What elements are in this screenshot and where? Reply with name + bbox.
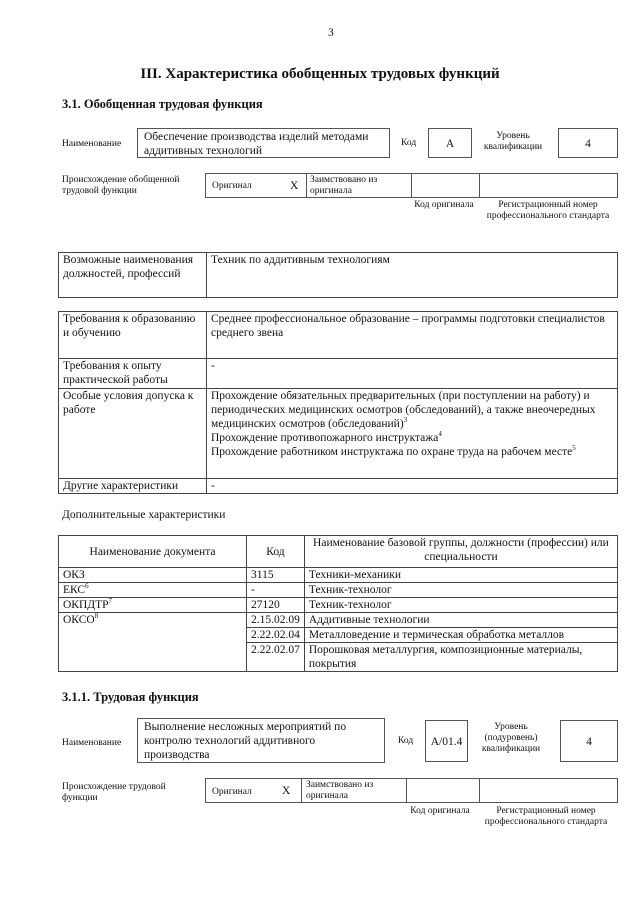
original-mark: X	[290, 180, 299, 192]
gtf-heading: 3.1. Обобщенная трудовая функция	[62, 97, 263, 111]
gtf-code-value: А	[428, 128, 472, 158]
page-number: 3	[328, 27, 334, 39]
table-row	[59, 583, 618, 598]
table-row	[59, 598, 618, 613]
req-value	[207, 389, 618, 479]
doc-name: ОКПДТР	[63, 599, 109, 611]
tf-name-label: Наименование	[62, 738, 122, 748]
header-cell: Наименование базовой группы, должности (профессии) или специальности	[304, 536, 617, 568]
additional-table	[58, 535, 618, 672]
gtf-origin-table	[205, 173, 618, 198]
code: 27120	[247, 598, 305, 613]
gtf-origin-code-caption: Код оригинала	[414, 200, 474, 210]
tf-origin-table	[205, 778, 618, 803]
gtf-origin-label: Происхождение обобщенной трудовой функции	[62, 175, 180, 196]
doc-name: ОКЗ	[63, 569, 85, 581]
req-label: Требования к опыту практической работы	[59, 359, 207, 389]
condition-line: Прохождение работником инструктажа по охране труда на рабочем месте	[211, 446, 573, 458]
footnote-ref: 3	[403, 416, 408, 425]
original-label: Оригинал	[212, 787, 252, 797]
gtf-reg-number-caption: Регистрационный номер профессионального стандарта	[486, 200, 610, 221]
gtf-name-label: Наименование	[62, 139, 122, 149]
code: -	[247, 583, 305, 598]
footnote-ref: 7	[108, 597, 113, 606]
code: 3115	[247, 568, 305, 583]
footnote-ref: 5	[572, 444, 576, 453]
doc-name: ОКСО	[63, 614, 95, 626]
req-label: Особые условия допуска к работе	[59, 389, 207, 479]
condition-line: Прохождение противопожарного инструктажа	[211, 432, 439, 444]
footnote-ref: 4	[438, 430, 442, 439]
condition-line: Прохождение обязательных предварительных (при поступлении на работу) и периодических медицинских осмотров (обследований), а также внеочередных медицинских осмотров (обследований)	[211, 390, 596, 430]
req-label: Другие характеристики	[59, 479, 207, 494]
code: 2.22.02.04	[247, 628, 305, 643]
title: Техник-технолог	[304, 583, 617, 598]
req-value: -	[207, 359, 618, 389]
table-row	[59, 613, 618, 628]
table-row	[59, 568, 618, 583]
positions-table	[58, 252, 618, 298]
tf-origin-code-caption: Код оригинала	[410, 806, 470, 816]
title: Техник-технолог	[304, 598, 617, 613]
borrowed-label: Заимствовано из оригинала	[310, 175, 378, 196]
positions-label: Возможные наименования должностей, профессий	[59, 253, 207, 298]
req-value: -	[207, 479, 618, 494]
tf-code-value: A/01.4	[425, 720, 468, 762]
header-cell: Код	[247, 536, 305, 568]
additional-heading: Дополнительные характеристики	[62, 509, 226, 521]
doc-name: ЕКС	[63, 584, 86, 596]
title: Аддитивные технологии	[304, 613, 617, 628]
tf-name-value: Выполнение несложных мероприятий по контролю технологий аддитивного производства	[137, 718, 385, 763]
title: Металловедение и термическая обработка металлов	[304, 628, 617, 643]
requirements-table	[58, 311, 618, 494]
tf-code-label: Код	[398, 736, 414, 746]
tf-heading: 3.1.1. Трудовая функция	[62, 690, 199, 704]
original-mark: X	[282, 785, 291, 797]
tf-level-value: 4	[560, 720, 618, 762]
title: Техники-механики	[304, 568, 617, 583]
tf-level-label: Уровень (подуровень) квалификации	[481, 722, 541, 754]
section-title: III. Характеристика обобщенных трудовых функций	[140, 66, 500, 82]
req-value: Среднее профессиональное образование – программы подготовки специалистов среднего звена	[207, 312, 618, 359]
code: 2.15.02.09	[247, 613, 305, 628]
code: 2.22.02.07	[247, 643, 305, 672]
gtf-name-value: Обеспечение производства изделий методами аддитивных технологий	[137, 128, 390, 158]
footnote-ref: 6	[85, 582, 89, 591]
gtf-level-label: Уровень квалификации	[483, 131, 543, 152]
tf-reg-number-caption: Регистрационный номер профессионального стандарта	[484, 806, 608, 827]
title: Порошковая металлургия, композиционные материалы, покрытия	[304, 643, 617, 672]
original-label: Оригинал	[212, 181, 252, 191]
tf-origin-label: Происхождение трудовой функции	[62, 782, 166, 803]
gtf-level-value: 4	[558, 128, 618, 158]
gtf-code-label: Код	[401, 138, 417, 148]
header-cell: Наименование документа	[59, 536, 247, 568]
footnote-ref: 8	[94, 612, 99, 621]
positions-value: Техник по аддитивным технологиям	[207, 253, 618, 298]
borrowed-label: Заимствовано из оригинала	[306, 780, 374, 801]
req-label: Требования к образованию и обучению	[59, 312, 207, 359]
